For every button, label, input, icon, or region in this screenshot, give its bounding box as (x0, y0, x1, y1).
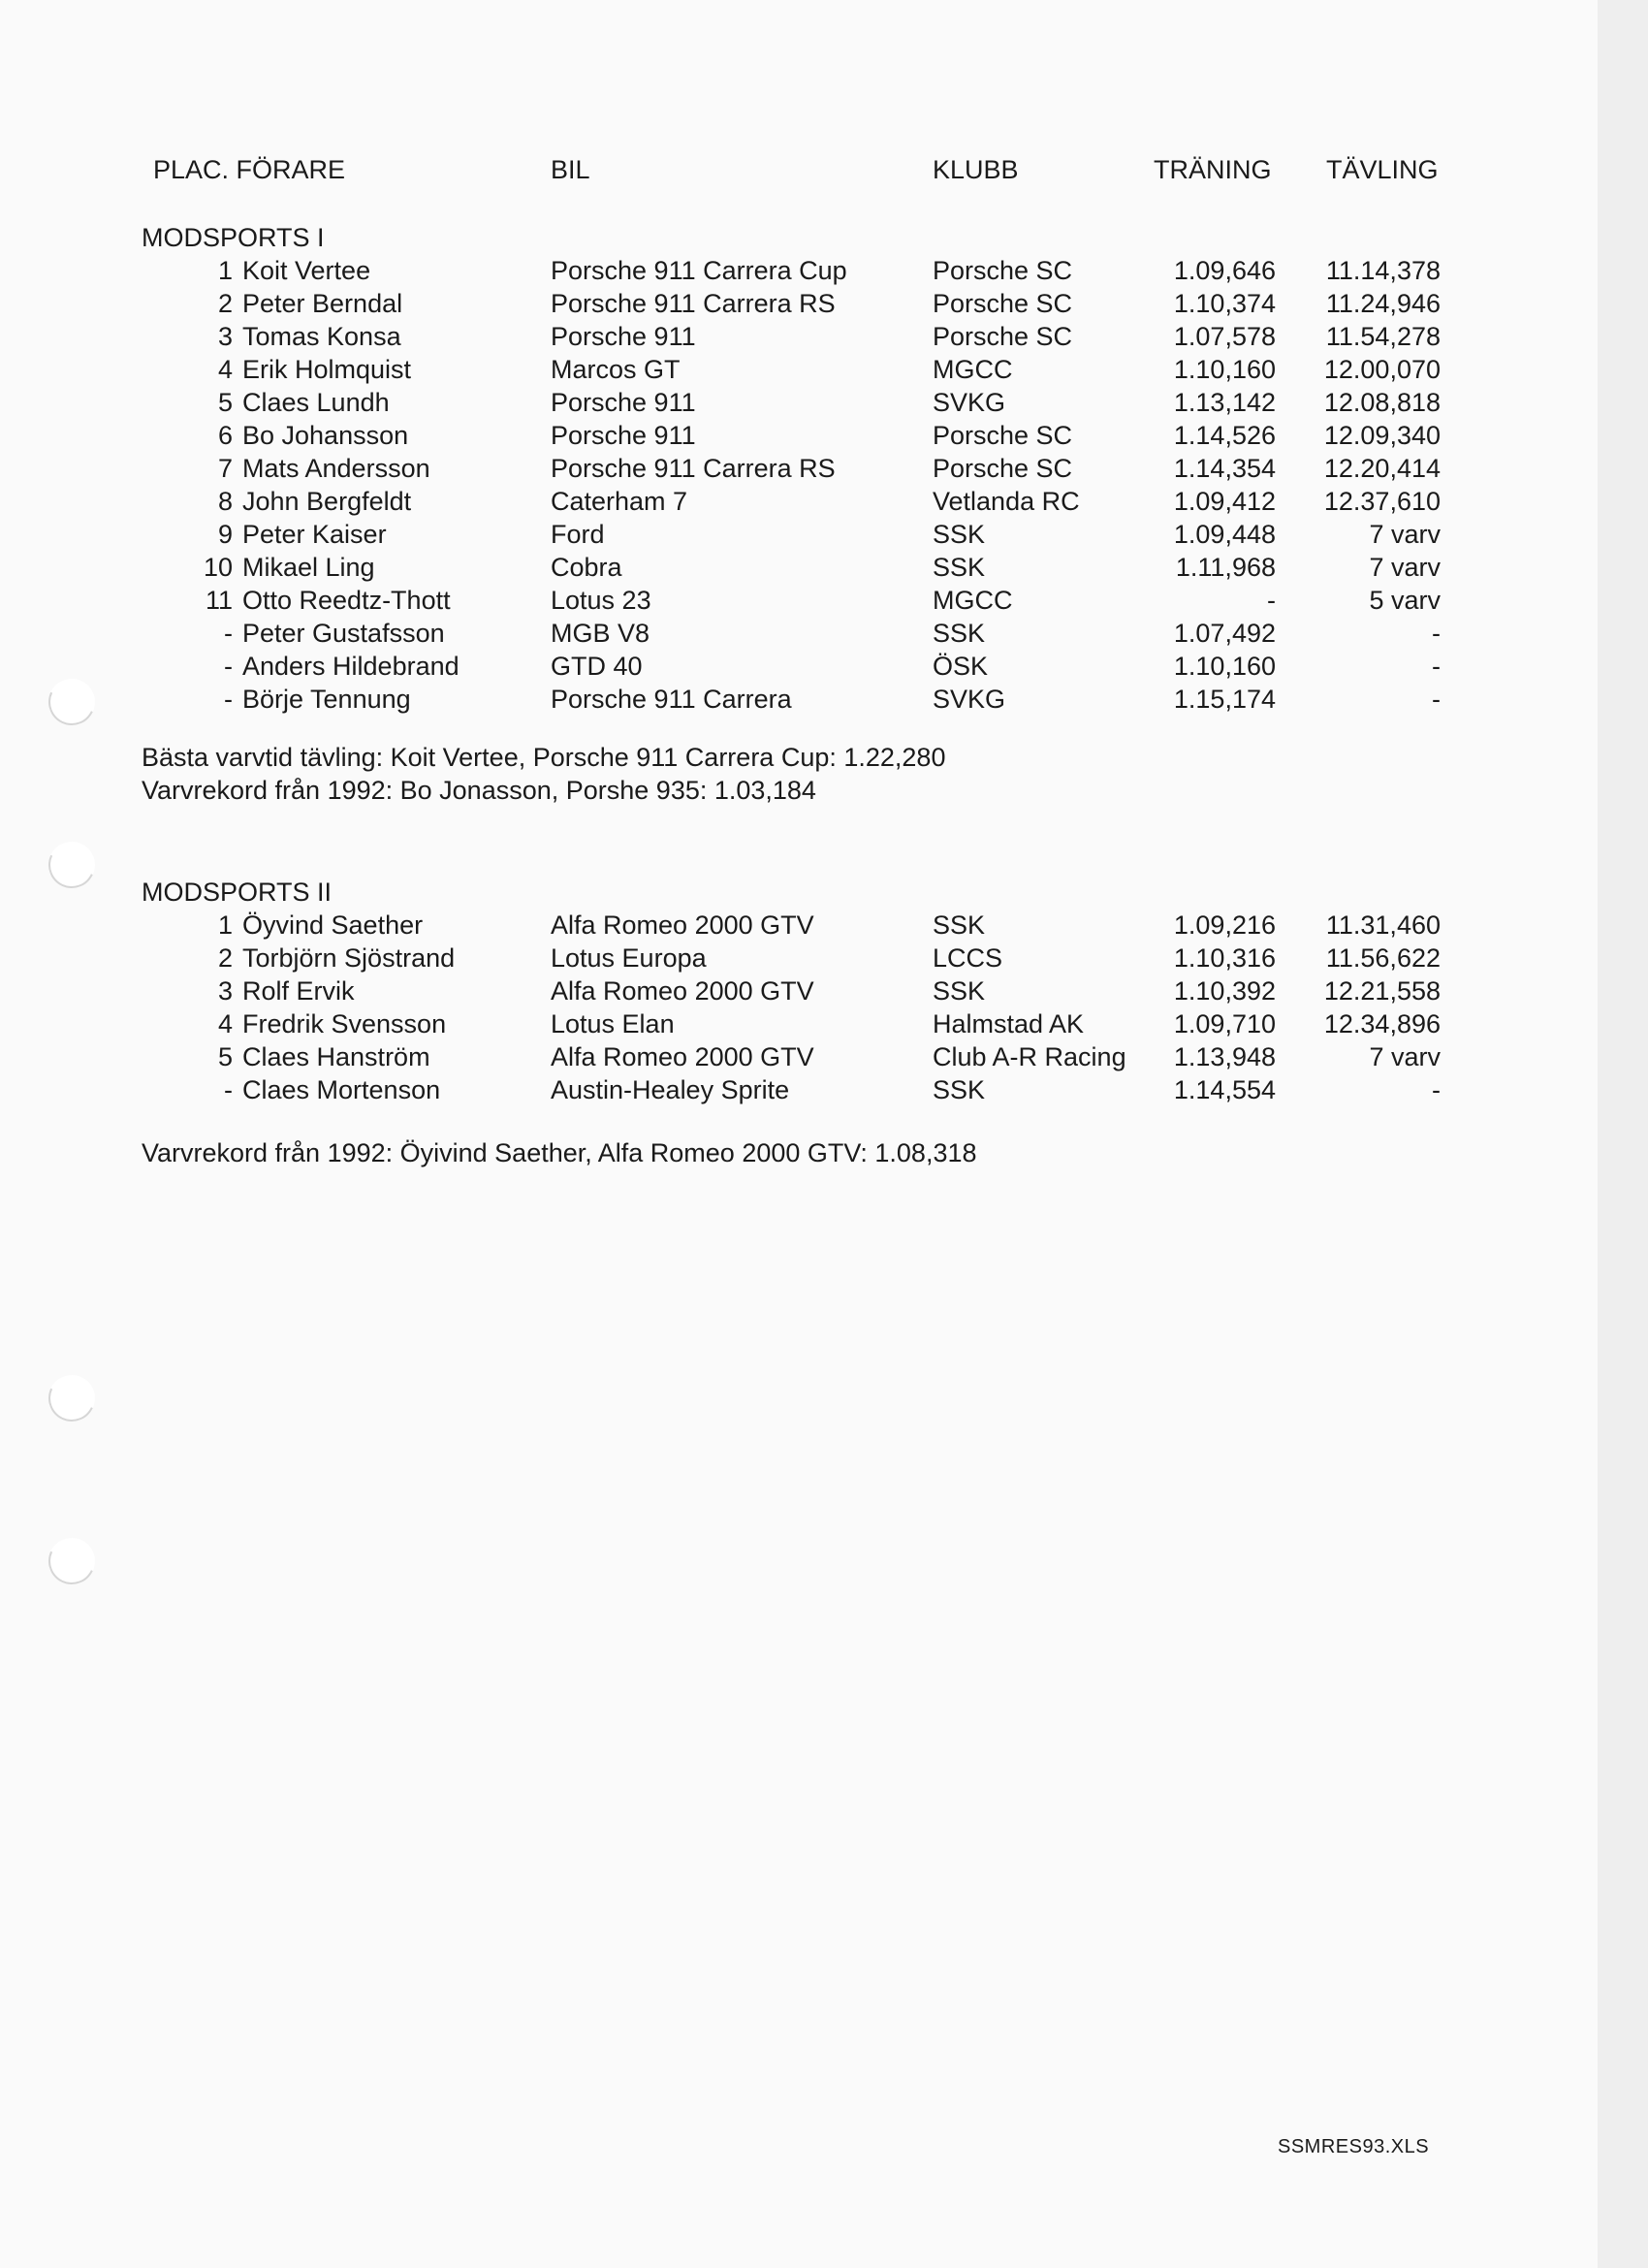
table-row (0, 287, 1648, 320)
car-cell: Alfa Romeo 2000 GTV (551, 976, 814, 1006)
club-cell: Porsche SC (933, 454, 1073, 483)
practice-cell: 1.10,374 (1173, 289, 1276, 318)
car-cell: Lotus Elan (551, 1009, 675, 1038)
driver-cell: Koit Vertee (242, 256, 371, 285)
practice-cell: 1.10,160 (1173, 355, 1276, 384)
practice-cell: 1.09,412 (1173, 487, 1276, 516)
club-cell: SSK (933, 1075, 986, 1104)
race-cell: 12.37,610 (1323, 487, 1441, 516)
table-row (0, 386, 1648, 419)
driver-cell: Mikael Ling (242, 553, 375, 582)
table-row (0, 485, 1648, 518)
table-row (0, 617, 1648, 650)
place-cell: 1 (217, 910, 233, 940)
practice-cell: 1.10,316 (1173, 943, 1276, 973)
header-plac-forare: PLAC. FÖRARE (153, 155, 346, 184)
practice-cell: 1.15,174 (1173, 685, 1276, 714)
place-cell: 1 (217, 256, 233, 285)
section-title: MODSPORTS I (142, 223, 325, 252)
table-row (0, 419, 1648, 452)
driver-cell: Peter Berndal (242, 289, 403, 318)
table-row (0, 584, 1648, 617)
practice-cell: 1.14,354 (1173, 454, 1276, 483)
car-cell: Porsche 911 Carrera RS (551, 454, 836, 483)
race-cell: 12.20,414 (1323, 454, 1441, 483)
practice-cell: 1.13,142 (1173, 388, 1276, 417)
place-cell: - (224, 652, 233, 681)
header-traning: TRÄNING (1154, 155, 1272, 184)
table-row (0, 974, 1648, 1007)
practice-cell: 1.14,526 (1173, 421, 1276, 450)
practice-cell: - (1267, 586, 1276, 615)
car-cell: Porsche 911 (551, 388, 696, 417)
race-cell: 12.34,896 (1323, 1009, 1441, 1038)
car-cell: GTD 40 (551, 652, 643, 681)
driver-cell: John Bergfeldt (242, 487, 412, 516)
place-cell: 5 (217, 388, 233, 417)
race-cell: 12.09,340 (1323, 421, 1441, 450)
car-cell: Porsche 911 (551, 322, 696, 351)
club-cell: MGCC (933, 586, 1013, 615)
club-cell: SVKG (933, 388, 1006, 417)
driver-cell: Börje Tennung (242, 685, 411, 714)
practice-cell: 1.10,392 (1173, 976, 1276, 1006)
place-cell: - (224, 619, 233, 648)
driver-cell: Claes Lundh (242, 388, 390, 417)
race-cell: 11.54,278 (1325, 322, 1441, 351)
practice-cell: 1.07,492 (1173, 619, 1276, 648)
driver-cell: Peter Kaiser (242, 520, 387, 549)
club-cell: Porsche SC (933, 289, 1073, 318)
practice-cell: 1.09,448 (1173, 520, 1276, 549)
practice-cell: 1.07,578 (1173, 322, 1276, 351)
header-tavling: TÄVLING (1326, 155, 1439, 184)
car-cell: Ford (551, 520, 605, 549)
car-cell: Marcos GT (551, 355, 681, 384)
race-cell: - (1432, 619, 1441, 648)
club-cell: SSK (933, 520, 986, 549)
car-cell: Lotus Europa (551, 943, 707, 973)
driver-cell: Fredrik Svensson (242, 1009, 447, 1038)
table-row (0, 942, 1648, 974)
race-cell: 12.21,558 (1323, 976, 1441, 1006)
table-row (0, 650, 1648, 683)
race-cell: - (1432, 652, 1441, 681)
place-cell: 2 (217, 943, 233, 973)
club-cell: SSK (933, 619, 986, 648)
table-row (0, 683, 1648, 716)
car-cell: Austin-Healey Sprite (551, 1075, 790, 1104)
table-row (0, 1040, 1648, 1073)
car-cell: Porsche 911 Carrera Cup (551, 256, 847, 285)
car-cell: Porsche 911 Carrera (551, 685, 792, 714)
table-row (0, 254, 1648, 287)
table-row (0, 1007, 1648, 1040)
race-cell: 11.24,946 (1325, 289, 1441, 318)
place-cell: 11 (205, 586, 233, 615)
club-cell: SVKG (933, 685, 1006, 714)
place-cell: - (224, 685, 233, 714)
car-cell: Porsche 911 Carrera RS (551, 289, 836, 318)
driver-cell: Anders Hildebrand (242, 652, 460, 681)
table-row (0, 1073, 1648, 1106)
car-cell: Lotus 23 (551, 586, 651, 615)
place-cell: 4 (217, 1009, 233, 1038)
driver-cell: Mats Andersson (242, 454, 430, 483)
table-row (0, 551, 1648, 584)
table-row (0, 320, 1648, 353)
place-cell: 7 (217, 454, 233, 483)
driver-cell: Claes Mortenson (242, 1075, 441, 1104)
club-cell: Porsche SC (933, 256, 1073, 285)
punch-hole (42, 1368, 102, 1428)
table-row (0, 353, 1648, 386)
header-bil: BIL (551, 155, 590, 184)
club-cell: ÖSK (933, 652, 989, 681)
club-cell: Club A-R Racing (933, 1042, 1126, 1071)
race-cell: 11.14,378 (1325, 256, 1441, 285)
practice-cell: 1.13,948 (1173, 1042, 1276, 1071)
punch-hole (42, 1531, 102, 1591)
place-cell: 2 (217, 289, 233, 318)
note: Varvrekord från 1992: Bo Jonasson, Porshe 935: 1.03,184 (142, 776, 816, 805)
club-cell: LCCS (933, 943, 1003, 973)
place-cell: 4 (217, 355, 233, 384)
place-cell: 3 (217, 322, 233, 351)
race-cell: - (1432, 685, 1441, 714)
race-cell: 11.31,460 (1325, 910, 1441, 940)
club-cell: Porsche SC (933, 421, 1073, 450)
file-name-footer: SSMRES93.XLS (1278, 2136, 1430, 2157)
race-cell: 11.56,622 (1325, 943, 1441, 973)
practice-cell: 1.09,216 (1173, 910, 1276, 940)
driver-cell: Erik Holmquist (242, 355, 412, 384)
driver-cell: Torbjörn Sjöstrand (242, 943, 456, 973)
club-cell: SSK (933, 553, 986, 582)
car-cell: Cobra (551, 553, 622, 582)
club-cell: SSK (933, 976, 986, 1006)
club-cell: Halmstad AK (933, 1009, 1085, 1038)
driver-cell: Claes Hanström (242, 1042, 430, 1071)
table-row (0, 452, 1648, 485)
driver-cell: Öyvind Saether (242, 910, 424, 940)
club-cell: Vetlanda RC (933, 487, 1080, 516)
place-cell: 9 (217, 520, 233, 549)
race-cell: 7 varv (1369, 520, 1441, 549)
place-cell: 3 (217, 976, 233, 1006)
column-header-row (0, 153, 1648, 186)
table-row (0, 909, 1648, 942)
race-cell: - (1432, 1075, 1441, 1104)
header-klubb: KLUBB (933, 155, 1019, 184)
driver-cell: Tomas Konsa (242, 322, 401, 351)
race-cell: 7 varv (1369, 1042, 1441, 1071)
car-cell: Alfa Romeo 2000 GTV (551, 1042, 814, 1071)
car-cell: Porsche 911 (551, 421, 696, 450)
practice-cell: 1.10,160 (1173, 652, 1276, 681)
place-cell: 5 (217, 1042, 233, 1071)
club-cell: Porsche SC (933, 322, 1073, 351)
race-cell: 12.00,070 (1323, 355, 1441, 384)
practice-cell: 1.11,968 (1175, 553, 1276, 582)
car-cell: Caterham 7 (551, 487, 688, 516)
note: Varvrekord från 1992: Öyivind Saether, Alfa Romeo 2000 GTV: 1.08,318 (142, 1138, 977, 1167)
practice-cell: 1.14,554 (1173, 1075, 1276, 1104)
club-cell: MGCC (933, 355, 1013, 384)
punch-hole (42, 835, 102, 895)
practice-cell: 1.09,710 (1173, 1009, 1276, 1038)
car-cell: MGB V8 (551, 619, 650, 648)
driver-cell: Peter Gustafsson (242, 619, 445, 648)
place-cell: 10 (203, 553, 233, 582)
car-cell: Alfa Romeo 2000 GTV (551, 910, 814, 940)
table-row (0, 518, 1648, 551)
section-title: MODSPORTS II (142, 878, 333, 907)
practice-cell: 1.09,646 (1173, 256, 1276, 285)
race-cell: 12.08,818 (1323, 388, 1441, 417)
race-cell: 5 varv (1369, 586, 1441, 615)
driver-cell: Bo Johansson (242, 421, 409, 450)
driver-cell: Rolf Ervik (242, 976, 355, 1006)
place-cell: - (224, 1075, 233, 1104)
place-cell: 6 (217, 421, 233, 450)
place-cell: 8 (217, 487, 233, 516)
driver-cell: Otto Reedtz-Thott (242, 586, 451, 615)
race-cell: 7 varv (1369, 553, 1441, 582)
club-cell: SSK (933, 910, 986, 940)
note: Bästa varvtid tävling: Koit Vertee, Porsche 911 Carrera Cup: 1.22,280 (142, 743, 946, 772)
